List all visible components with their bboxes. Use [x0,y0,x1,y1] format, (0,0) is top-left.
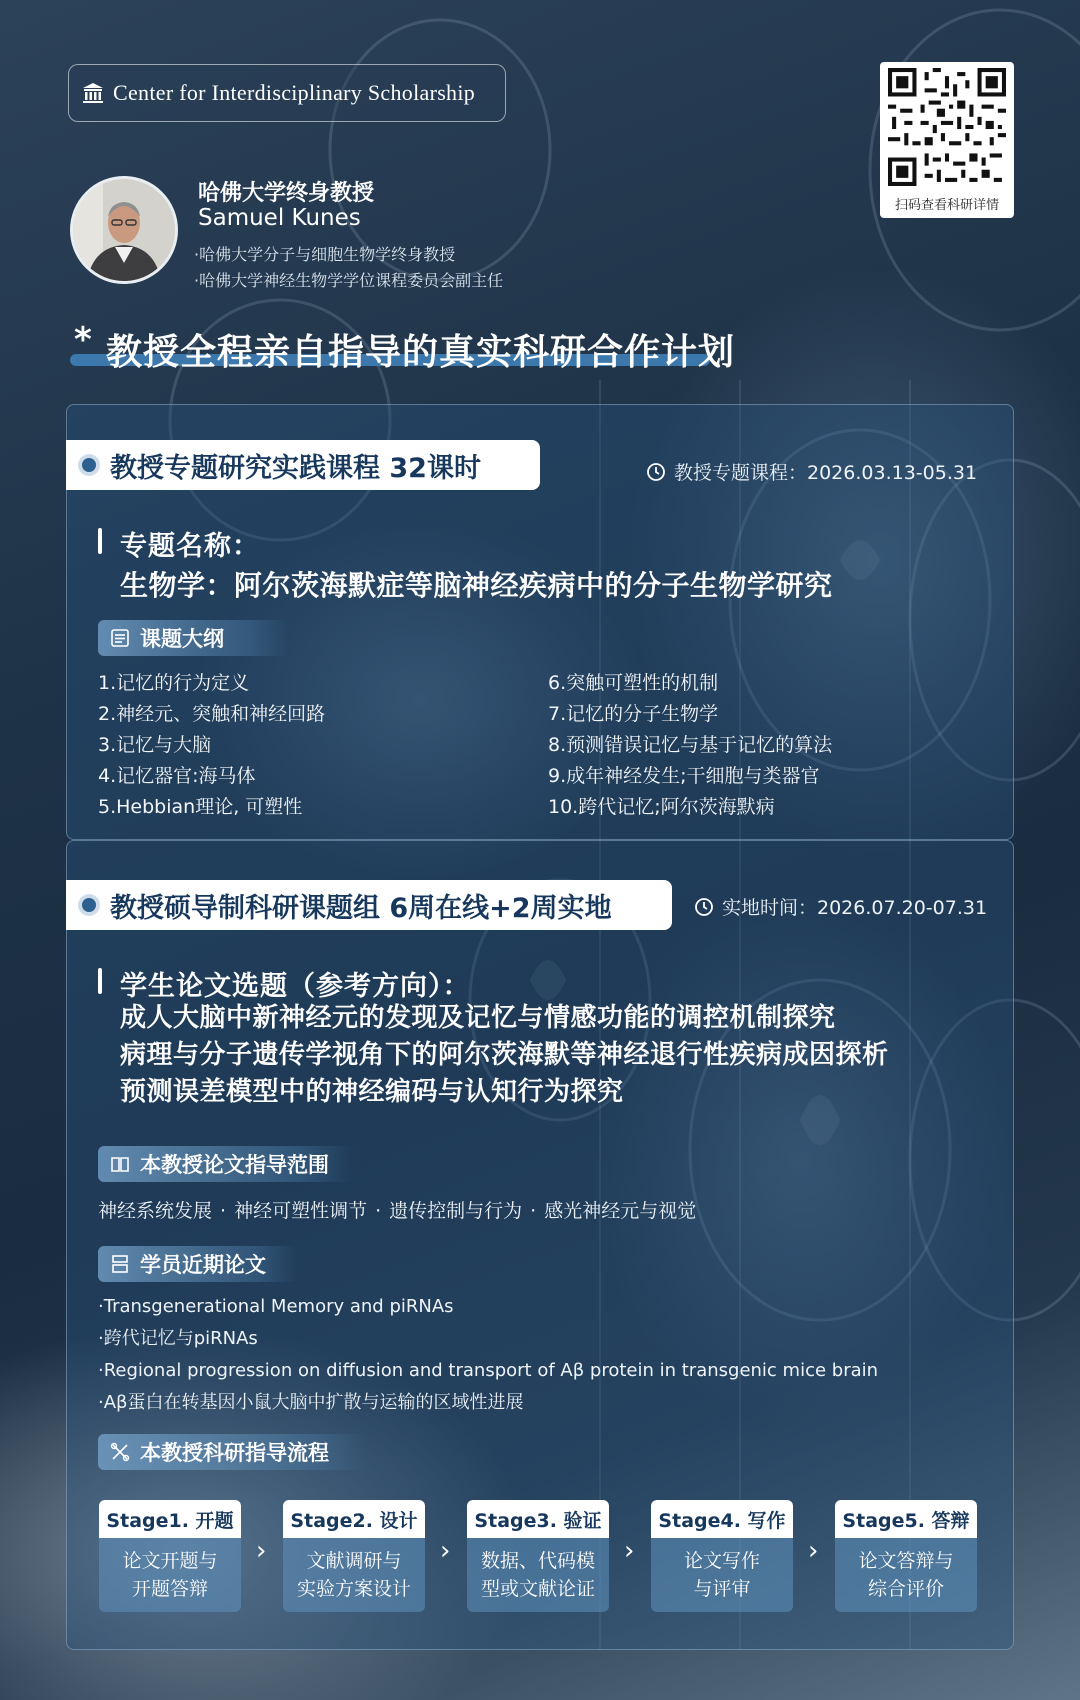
chevron-right-icon: › [256,1536,267,1566]
outline-right-list [548,668,832,823]
book-icon [110,1154,130,1174]
professor-name: Samuel Kunes [198,205,361,231]
stage-body [835,1538,977,1612]
outline-item: 7.记忆的分子生物学 [548,703,719,725]
list-icon [110,628,130,648]
avatar [70,176,178,284]
chevron-right-icon: › [624,1536,635,1566]
paper-item: ·Transgenerational Memory and piRNAs [98,1296,454,1317]
thesis-label: 学生论文选题（参考方向）： [120,971,471,1002]
scope-item: 遗传控制与行为 [389,1200,523,1222]
process-title: 本教授科研指导流程 [140,1441,329,1465]
stage-line: 型或文献论证 [480,1578,595,1600]
qr-code-icon [888,68,1006,186]
paper-item: ·Aβ蛋白在转基因小鼠大脑中扩散与运输的区域性进展 [98,1392,524,1413]
outline-item: 3.记忆与大脑 [98,734,212,756]
stage-line: 实验方案设计 [296,1578,411,1600]
thesis-bar [98,968,102,994]
outline-item: 10.跨代记忆;阿尔茨海默病 [548,796,775,818]
stage-line: 综合评价 [867,1578,944,1600]
stage-card [651,1500,793,1612]
paper-item: ·Regional progression on diffusion and transport of Aβ protein in transgenic mice brain [98,1360,879,1381]
stage-body [467,1538,609,1612]
outline-pill [98,620,288,656]
stage-head: Stage2. 设计 [283,1500,425,1538]
stage-line: 论文开题与 [122,1550,218,1572]
topic-title: 生物学：阿尔茨海默症等脑神经疾病中的分子生物学研究 [120,569,833,602]
professor-title: 哈佛大学终身教授 [198,181,375,206]
process-pill [98,1434,368,1470]
outline-item: 5.Hebbian理论, 可塑性 [98,796,303,818]
research-tab [66,880,672,930]
outline-left-list [98,668,325,823]
scope-title: 本教授论文指导范围 [140,1153,329,1177]
professor-role: ·哈佛大学神经生物学学位课程委员会副主任 [194,271,504,290]
qr-caption: 扫码查看科研详情 [894,198,999,213]
outline-item: 4.记忆器官:海马体 [98,765,256,787]
chevron-right-icon: › [808,1536,819,1566]
course-time-label: 教授专题课程：2026.03.13-05.31 [674,462,978,484]
stage-head: Stage5. 答辩 [835,1500,977,1538]
thesis-topic: 成人大脑中新神经元的发现及记忆与情感功能的调控机制探究 [120,1003,836,1033]
stage-line: 数据、代码模 [480,1550,595,1572]
papers-title: 学员近期论文 [140,1253,266,1277]
stage-line: 文献调研与 [306,1550,402,1572]
tab-dot-icon [82,898,96,912]
scope-separator: · [530,1200,537,1222]
papers-list [98,1291,878,1419]
scope-separator: · [220,1200,227,1222]
qr-code[interactable] [880,62,1014,218]
scope-item: 神经系统发展 [98,1200,213,1222]
stage-head: Stage4. 写作 [651,1500,793,1538]
stage-body [283,1538,425,1612]
document-icon [110,1254,130,1274]
course-tab-title: 教授专题研究实践课程 32课时 [110,452,481,484]
outline-item: 8.预测错误记忆与基于记忆的算法 [548,734,833,756]
stage-body [99,1538,241,1612]
stage-card [467,1500,609,1612]
clock-icon [694,897,714,917]
chevron-right-icon: › [440,1536,451,1566]
center-name: Center for Interdisciplinary Scholarship [113,80,476,105]
thesis-topic: 病理与分子遗传学视角下的阿尔茨海默等神经退行性疾病成因探析 [120,1040,889,1070]
stage-line: 论文写作 [683,1550,760,1572]
scope-item: 神经可塑性调节 [234,1200,368,1222]
research-time-label: 实地时间：2026.07.20-07.31 [722,897,988,919]
stage-line: 与评审 [693,1578,751,1600]
outline-item: 9.成年神经发生;干细胞与类器官 [548,765,820,787]
institution-icon [81,81,105,105]
paper-item: ·跨代记忆与piRNAs [98,1328,258,1349]
stage-head: Stage1. 开题 [99,1500,241,1538]
topic-label: 专题名称： [120,531,260,562]
professor-role: ·哈佛大学分子与细胞生物学终身教授 [194,245,456,264]
stage-head: Stage3. 验证 [467,1500,609,1538]
center-badge [68,64,506,122]
scope-item: 感光神经元与视觉 [544,1200,697,1222]
course-time [646,458,977,485]
heading-text: 教授全程亲自指导的真实科研合作计划 [106,332,736,373]
stage-card [835,1500,977,1612]
stage-body [651,1538,793,1612]
scope-pill [98,1146,354,1182]
stage-card [283,1500,425,1612]
clock-icon [646,462,666,482]
outline-title: 课题大纲 [140,627,224,651]
topic-bar [98,528,102,554]
research-time [694,893,987,920]
research-tab-title: 教授硕导制科研课题组 6周在线+2周实地 [110,892,612,924]
outline-item: 6.突触可塑性的机制 [548,672,719,694]
papers-pill [98,1246,298,1282]
workflow-icon [110,1442,130,1462]
outline-item: 2.神经元、突触和神经回路 [98,703,326,725]
scope-list [98,1196,696,1223]
scope-separator: · [375,1200,382,1222]
tab-dot-icon [82,458,96,472]
stage-line: 开题答辩 [131,1578,208,1600]
thesis-topics [120,1000,889,1111]
stage-card [99,1500,241,1612]
course-tab [66,440,540,490]
outline-item: 1.记忆的行为定义 [98,672,250,694]
stage-line: 论文答辩与 [858,1550,954,1572]
heading-star: * [74,320,92,360]
thesis-topic: 预测误差模型中的神经编码与认知行为探究 [120,1077,624,1107]
